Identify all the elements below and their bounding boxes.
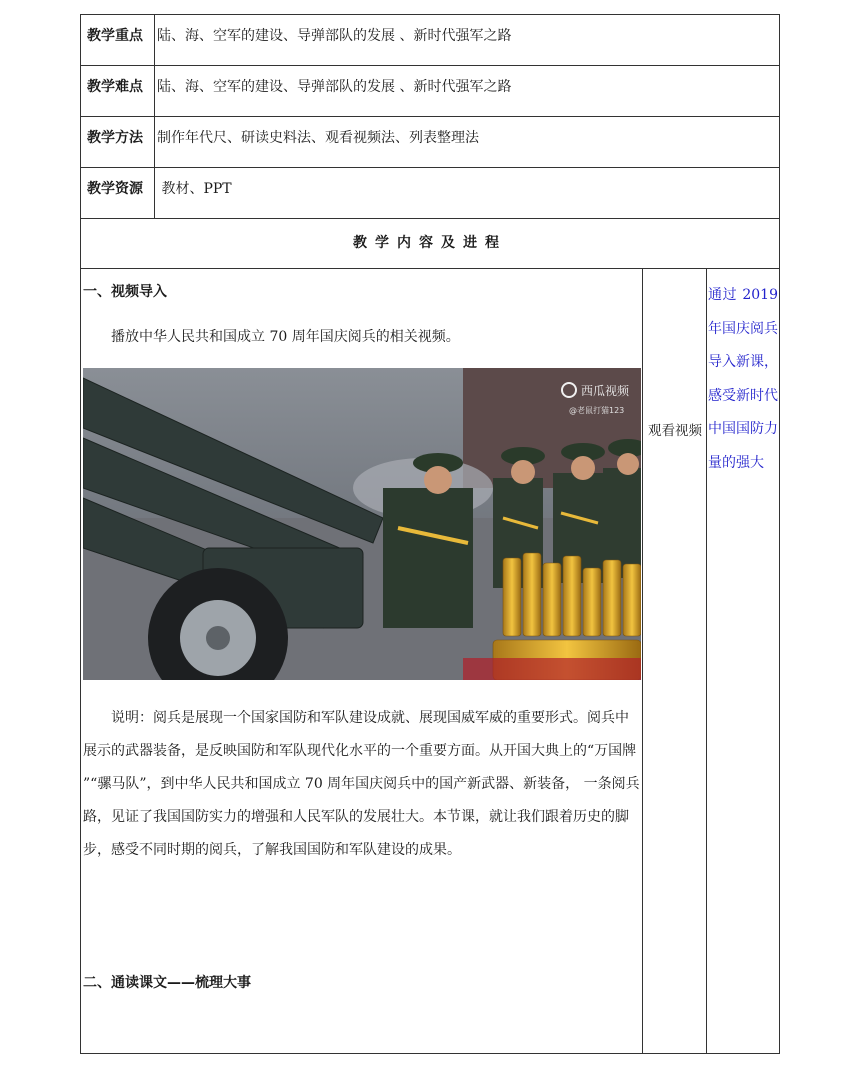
section-header: 教学内容及进程: [81, 219, 779, 269]
row-difficulties: [81, 66, 779, 117]
design-intent-note: 通过 2019 年国庆阅兵导入新课，感受新时代中国国防力量的强大: [708, 287, 778, 471]
intro-paragraph: 播放中华人民共和国成立 70 周年国庆阅兵的相关视频。: [111, 329, 460, 345]
column-divider: [642, 269, 643, 1053]
parade-photo: [83, 368, 641, 680]
explanation-paragraph: 说明：阅兵是展现一个国家国防和军队建设成就、展现国威军威的重要形式。阅兵中展示的武器装备，是反映国防和军队现代化水平的一个重要方面。从开国大典上的“万国牌 ”“骡马队”，到中华人民共和国成立 70 周年国庆阅兵中的国产新武器、新装备， 一条阅兵路，见证了我国国防实力的增强和人民军队的发展壮大。本节课，就让我们跟着历史的脚步，感受不同时期的阅兵，了解我国国防和军队建设的成果。: [83, 710, 640, 858]
row-label: 教学资源: [81, 168, 155, 218]
watermark-subtext: @老鼠打猫123: [569, 406, 625, 415]
row-label: 教学难点: [81, 66, 155, 116]
row-value: 陆、海、空军的建设、导弹部队的发展 、新时代强军之路: [157, 79, 512, 95]
student-activity: 观看视频: [648, 423, 702, 439]
heading-read-text: 二、通读课文——梳理大事: [83, 975, 251, 991]
row-value: 陆、海、空军的建设、导弹部队的发展 、新时代强军之路: [157, 28, 512, 44]
row-label: 教学重点: [81, 15, 155, 65]
row-value: 制作年代尺、研读史料法、观看视频法、列表整理法: [157, 130, 479, 146]
row-resources: [81, 168, 779, 219]
row-value: 教材、PPT: [157, 181, 232, 197]
watermark-text: 西瓜视频: [581, 384, 630, 398]
column-divider: [706, 269, 707, 1053]
row-label: 教学方法: [81, 117, 155, 167]
row-methods: [81, 117, 779, 168]
heading-video-intro: 一、视频导入: [83, 284, 167, 300]
row-key-points: [81, 15, 779, 66]
lesson-plan-table: [80, 14, 780, 1054]
